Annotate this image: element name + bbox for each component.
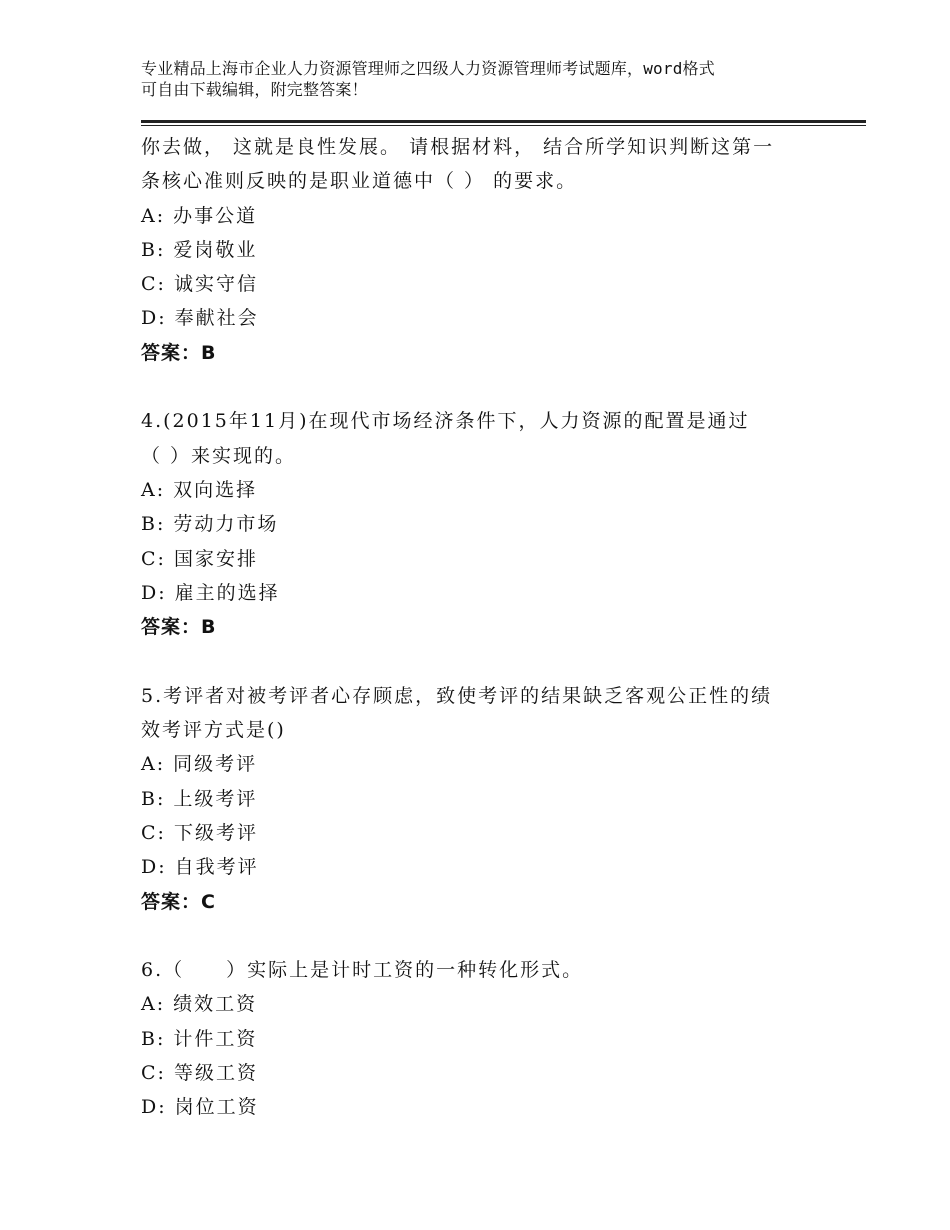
- question-5-answer: 答案：C: [141, 890, 216, 913]
- question-6-text-line-1: 6.（ ）实际上是计时工资的一种转化形式。: [141, 959, 584, 982]
- header-line-1: 专业精品上海市企业人力资源管理师之四级人力资源管理师考试题库，word格式: [141, 59, 715, 78]
- header-rule-thick: [141, 120, 866, 123]
- question-6: [141, 953, 861, 1124]
- question-5-option-b: B: 上级考评: [141, 787, 258, 810]
- document-header: [141, 58, 841, 100]
- question-4-option-c: C: 国家安排: [141, 547, 258, 570]
- question-4-answer: 答案：B: [141, 616, 217, 639]
- question-4-text-line-2: （ ）来实现的。: [141, 444, 297, 467]
- question-3-option-c: C: 诚实守信: [141, 273, 258, 296]
- question-4-option-a: A: 双向选择: [141, 478, 258, 501]
- question-list: [141, 130, 861, 1125]
- question-5-option-a: A: 同级考评: [141, 753, 258, 776]
- question-6-option-d: D: 岗位工资: [141, 1096, 259, 1119]
- question-4-option-d: D: 雇主的选择: [141, 581, 280, 604]
- question-6-option-b: B: 计件工资: [141, 1027, 258, 1050]
- question-3: [141, 130, 861, 370]
- question-3-answer: 答案：B: [141, 341, 217, 364]
- question-3-option-d: D: 奉献社会: [141, 307, 259, 330]
- question-6-option-a: A: 绩效工资: [141, 993, 258, 1016]
- spacer: [141, 644, 861, 678]
- question-6-option-c: C: 等级工资: [141, 1062, 258, 1085]
- header-line-2: 可自由下载编辑，附完整答案！: [141, 80, 368, 99]
- question-3-text-line-1: 你去做， 这就是良性发展。 请根据材料， 结合所学知识判断这第一: [141, 136, 775, 158]
- question-3-text-line-2: 条核心准则反映的是职业道德中（ ） 的要求。: [141, 170, 578, 193]
- question-5-option-d: D: 自我考评: [141, 856, 259, 879]
- header-rule-thin: [141, 125, 866, 126]
- question-5-option-c: C: 下级考评: [141, 821, 258, 844]
- question-5: [141, 679, 861, 919]
- question-4: [141, 404, 861, 644]
- question-5-text-line-1: 5.考评者对被考评者心存顾虑，致使考评的结果缺乏客观公正性的绩: [141, 684, 773, 707]
- question-3-option-b: B: 爱岗敬业: [141, 238, 258, 261]
- question-4-text-line-1: 4.(2015年11月)在现代市场经济条件下，人力资源的配置是通过: [141, 410, 750, 433]
- spacer: [141, 370, 861, 404]
- spacer: [141, 919, 861, 953]
- question-4-option-b: B: 劳动力市场: [141, 513, 279, 536]
- question-5-text-line-2: 效考评方式是(): [141, 719, 286, 742]
- question-3-option-a: A: 办事公道: [141, 204, 258, 227]
